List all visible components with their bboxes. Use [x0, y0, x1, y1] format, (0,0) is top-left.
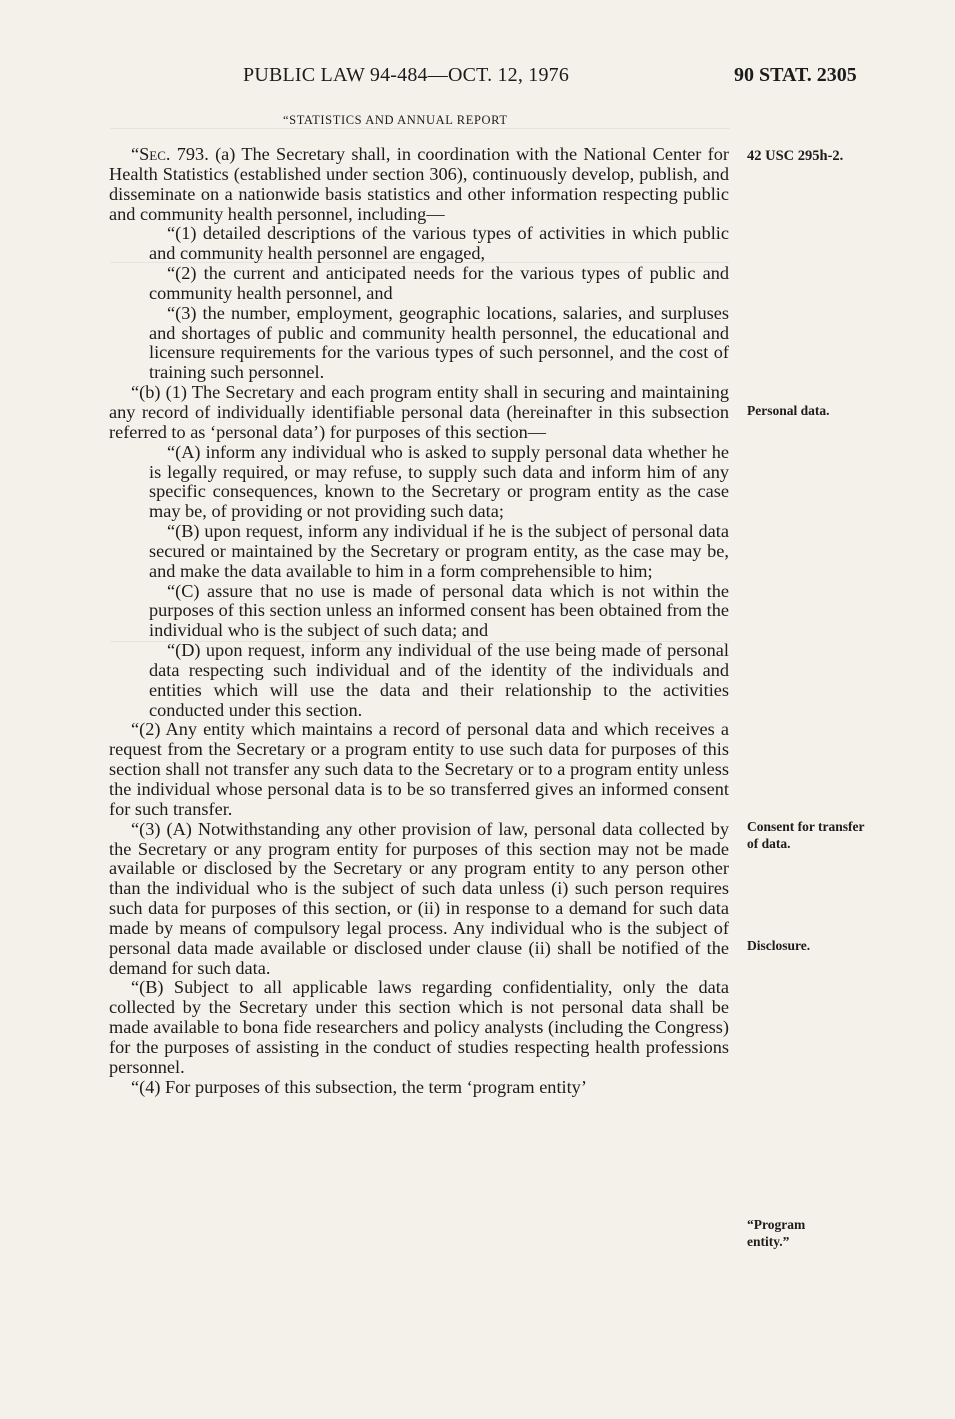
section-heading: “STATISTICS AND ANNUAL REPORT [283, 113, 508, 127]
margin-note-usc-citation: 42 USC 295h-2. [747, 148, 844, 164]
paragraph-a-3: “(3) the number, employment, geographic locations, salaries, and surpluses and shortages of public and community health personnel, the educational and licensure requirements for the various types of such personnel, and the cost of training such personnel. [149, 302, 729, 383]
running-header-title: PUBLIC LAW 94-484—OCT. 12, 1976 [243, 64, 570, 86]
paragraph-b-1-B: “(B) upon request, inform any individual if he is the subject of personal data secured or maintained by the Secretary or program entity, as the case may be, and make the data available to him in a form comprehensible to him; [149, 521, 729, 581]
paragraph-b-3-B: “(B) Subject to all applicable laws regarding confidentiality, only the data collected by the Secretary under this section which is not personal data shall be made available to bona fide researchers and policy analysts (including the Congress) for the purposes of assisting in the conduct of studies respecting health professions personnel. [109, 977, 729, 1077]
margin-note-personal-data: Personal data. [747, 403, 830, 418]
margin-note-program-entity: “Program entity.” [747, 1217, 806, 1249]
paragraph-b-1-D: “(D) upon request, inform any individual of the use being made of personal data respecting such individual and of the identity of the individuals and entities which will use the data and their relationship to the activities conducted under this section. [149, 640, 729, 720]
sec-793-a-text: . 793. (a) The Secretary shall, in coordination with the National Center for Health Statistics (established under section 306), continuously develop, publish, and disseminate on a nationwide basis statistics and other information respecting public and community health personnel, including— [109, 144, 729, 224]
paragraph-b-1-A: “(A) inform any individual who is asked to supply personal data whether he is legally required, or may refuse, to supply such data and inform him of any specific consequences, known to the Secretary or program entity as the case may be, of providing or not providing such data; [149, 441, 729, 522]
paragraph-a-2: “(2) the current and anticipated needs for the various types of public and community health personnel, and [149, 263, 729, 303]
margin-note-disclosure: Disclosure. [747, 938, 811, 953]
sec-prefix-smallcaps: ec [149, 144, 166, 164]
paragraph-b-3-A: “(3) (A) Notwithstanding any other provision of law, personal data collected by the Secretary or any program entity for purposes of this section may not be made available or disclosed by the Secretary or any program entity to any person other than the individual who is the subject of such data unless (i) such person requires such data for purposes of this section, or (ii) in response to a demand for such data made by means of compulsory legal process. Any individual who is the subject of personal data made available or disclosed under clause (ii) shall be notified of the demand for such data. [109, 818, 729, 978]
show-through-line [110, 128, 730, 129]
paragraph-b-4: “(4) For purposes of this subsection, the term ‘program entity’ [131, 1076, 587, 1097]
statute-body [109, 145, 729, 1098]
sec-prefix: “S [131, 144, 150, 164]
paragraph-b-1-C: “(C) assure that no use is made of personal data which is not within the purposes of this section unless an informed consent has been obtained from the individual who is the subject of such data; and [149, 580, 729, 641]
paragraph-a-1: “(1) detailed descriptions of the various types of activities in which public and community health personnel are engaged, [149, 223, 729, 264]
margin-note-consent-transfer: Consent for transfer of data. [747, 819, 865, 851]
paragraph-sec-793-a [109, 145, 729, 224]
paragraph-b-1: “(b) (1) The Secretary and each program entity shall in securing and maintaining any record of individually identifiable personal data (hereinafter in this subsection referred to as ‘personal data’) for purposes of this section— [109, 382, 729, 442]
running-header-page-number: 90 STAT. 2305 [734, 64, 857, 86]
paragraph-b-2: “(2) Any entity which maintains a record of personal data and which receives a request from the Secretary or a program entity to use such data for purposes of this section shall not transfer any such data to the Secretary or to a program entity unless the individual whose personal data is to be so transferred gives an informed consent for such transfer. [109, 719, 729, 819]
